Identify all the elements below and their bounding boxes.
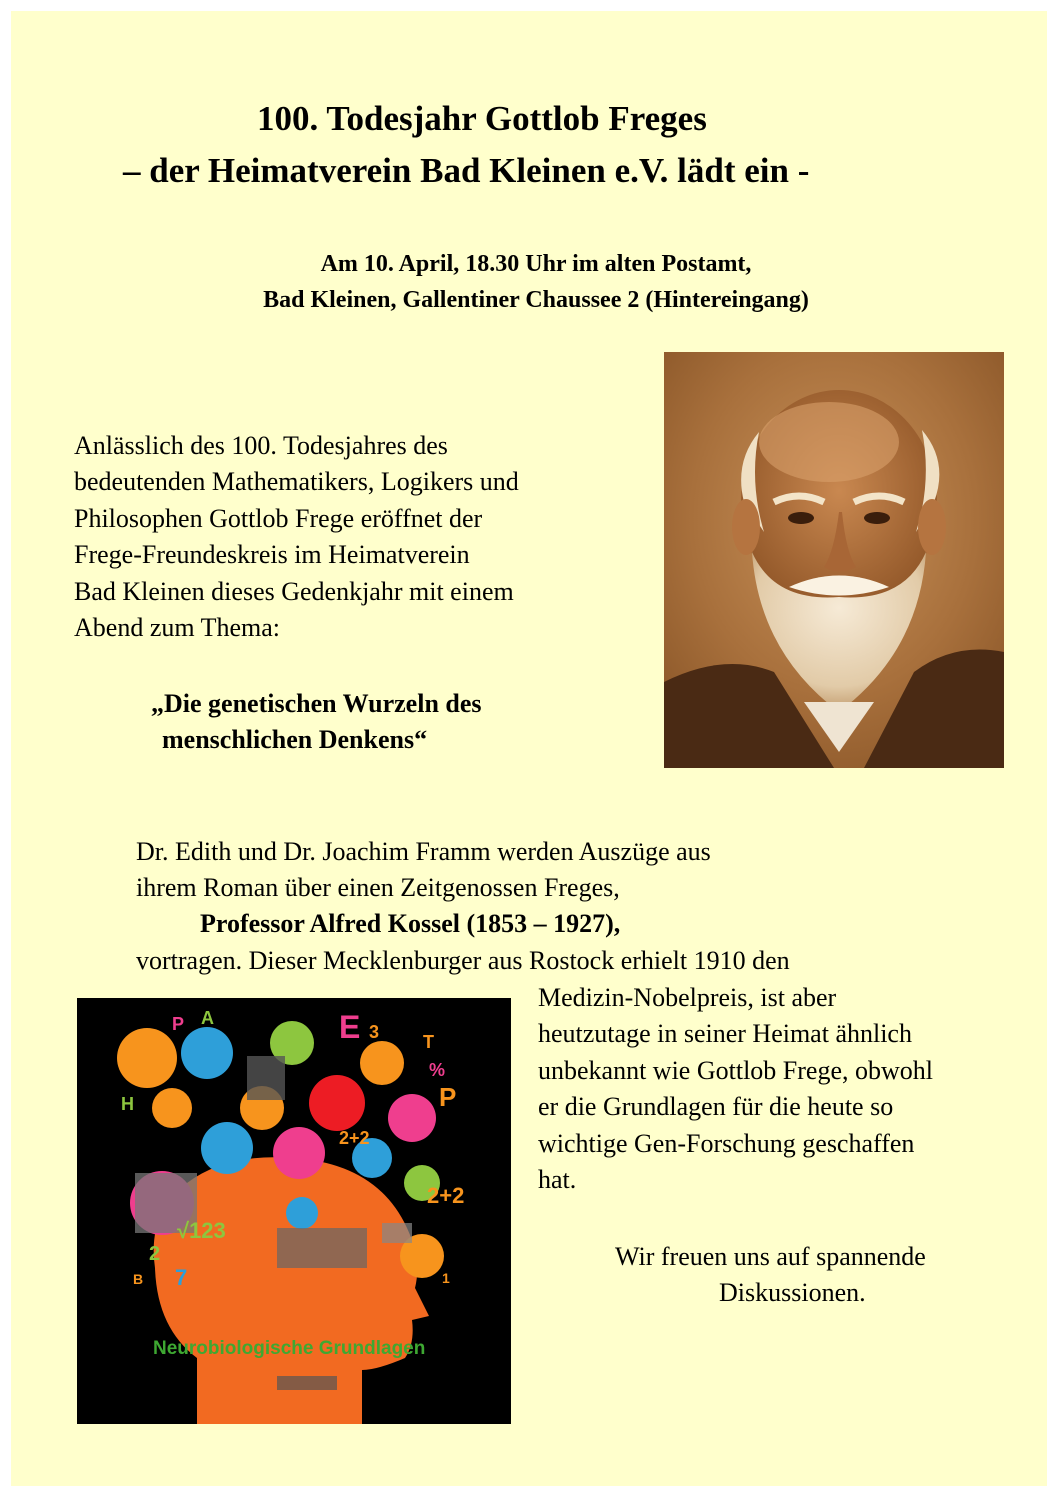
closing-line-1: Wir freuen uns auf spannende (615, 1242, 926, 1271)
professor-name: Professor Alfred Kossel (1853 – 1927), (200, 909, 621, 938)
description-line: unbekannt wie Gottlob Frege, obwohl (538, 1055, 933, 1085)
description-line: er die Grundlagen für die heute so (538, 1092, 894, 1122)
intro-line: Frege-Freundeskreis im Heimatverein (74, 540, 470, 570)
speakers-line-4: vortragen. Dieser Mecklenburger aus Rostock erhielt 1910 den (136, 946, 790, 975)
poster-glyph: B (133, 1271, 144, 1287)
topic-line-2: menschlichen Denkens“ (162, 725, 428, 754)
poster-glyph: 2 (149, 1243, 161, 1265)
poster-glyph: 2+2 (339, 1128, 370, 1148)
description-paragraph (538, 980, 933, 1198)
poster-glyph: 1 (442, 1270, 450, 1286)
poster-glyph: P (439, 1082, 457, 1112)
title-line-2: – der Heimatverein Bad Kleinen e.V. lädt ein - (123, 151, 810, 190)
poster-glyph: % (429, 1060, 446, 1080)
event-date-line: Am 10. April, 18.30 Uhr im alten Postamt, (320, 251, 752, 277)
speakers-line-1: Dr. Edith und Dr. Joachim Framm werden Auszüge aus (136, 837, 711, 866)
intro-paragraph (74, 428, 519, 646)
speakers-line-2: ihrem Roman über einen Zeitgenossen Freges, (136, 873, 620, 902)
poster-glyph: P (172, 1014, 185, 1034)
flyer-page (11, 11, 1047, 1486)
description-line: wichtige Gen-Forschung geschaffen (538, 1128, 915, 1158)
frege-portrait-image (664, 352, 1004, 768)
intro-line: Anlässlich des 100. Todesjahres des (74, 431, 448, 460)
closing-line-2: Diskussionen. (719, 1278, 866, 1307)
description-line: Medizin-Nobelpreis, ist aber (538, 983, 837, 1012)
poster-glyph: 3 (369, 1022, 380, 1042)
event-address-line: Bad Kleinen, Gallentiner Chaussee 2 (Hintereingang) (263, 287, 809, 313)
poster-glyph: E (339, 1009, 361, 1045)
poster-glyph: √123 (177, 1218, 226, 1243)
description-line: hat. (538, 1165, 577, 1195)
intro-line: Bad Kleinen dieses Gedenkjahr mit einem (74, 576, 514, 606)
poster-glyph: 2+2 (427, 1183, 465, 1208)
poster-glyph: T (423, 1032, 434, 1052)
title-line-1: 100. Todesjahr Gottlob Freges (257, 99, 707, 138)
intro-line: bedeutenden Mathematikers, Logikers und (74, 467, 519, 497)
intro-line: Philosophen Gottlob Frege eröffnet der (74, 503, 483, 533)
neurobiology-poster-image (77, 998, 511, 1424)
intro-line: Abend zum Thema: (74, 613, 281, 643)
poster-caption: Neurobiologische Grundlagen (153, 1338, 426, 1359)
poster-glyph: 7 (175, 1265, 188, 1290)
description-line: heutzutage in seiner Heimat ähnlich (538, 1019, 912, 1049)
poster-glyph: H (121, 1094, 134, 1114)
topic-line-1: „Die genetischen Wurzeln des (151, 689, 482, 718)
poster-glyph: A (201, 1008, 214, 1028)
